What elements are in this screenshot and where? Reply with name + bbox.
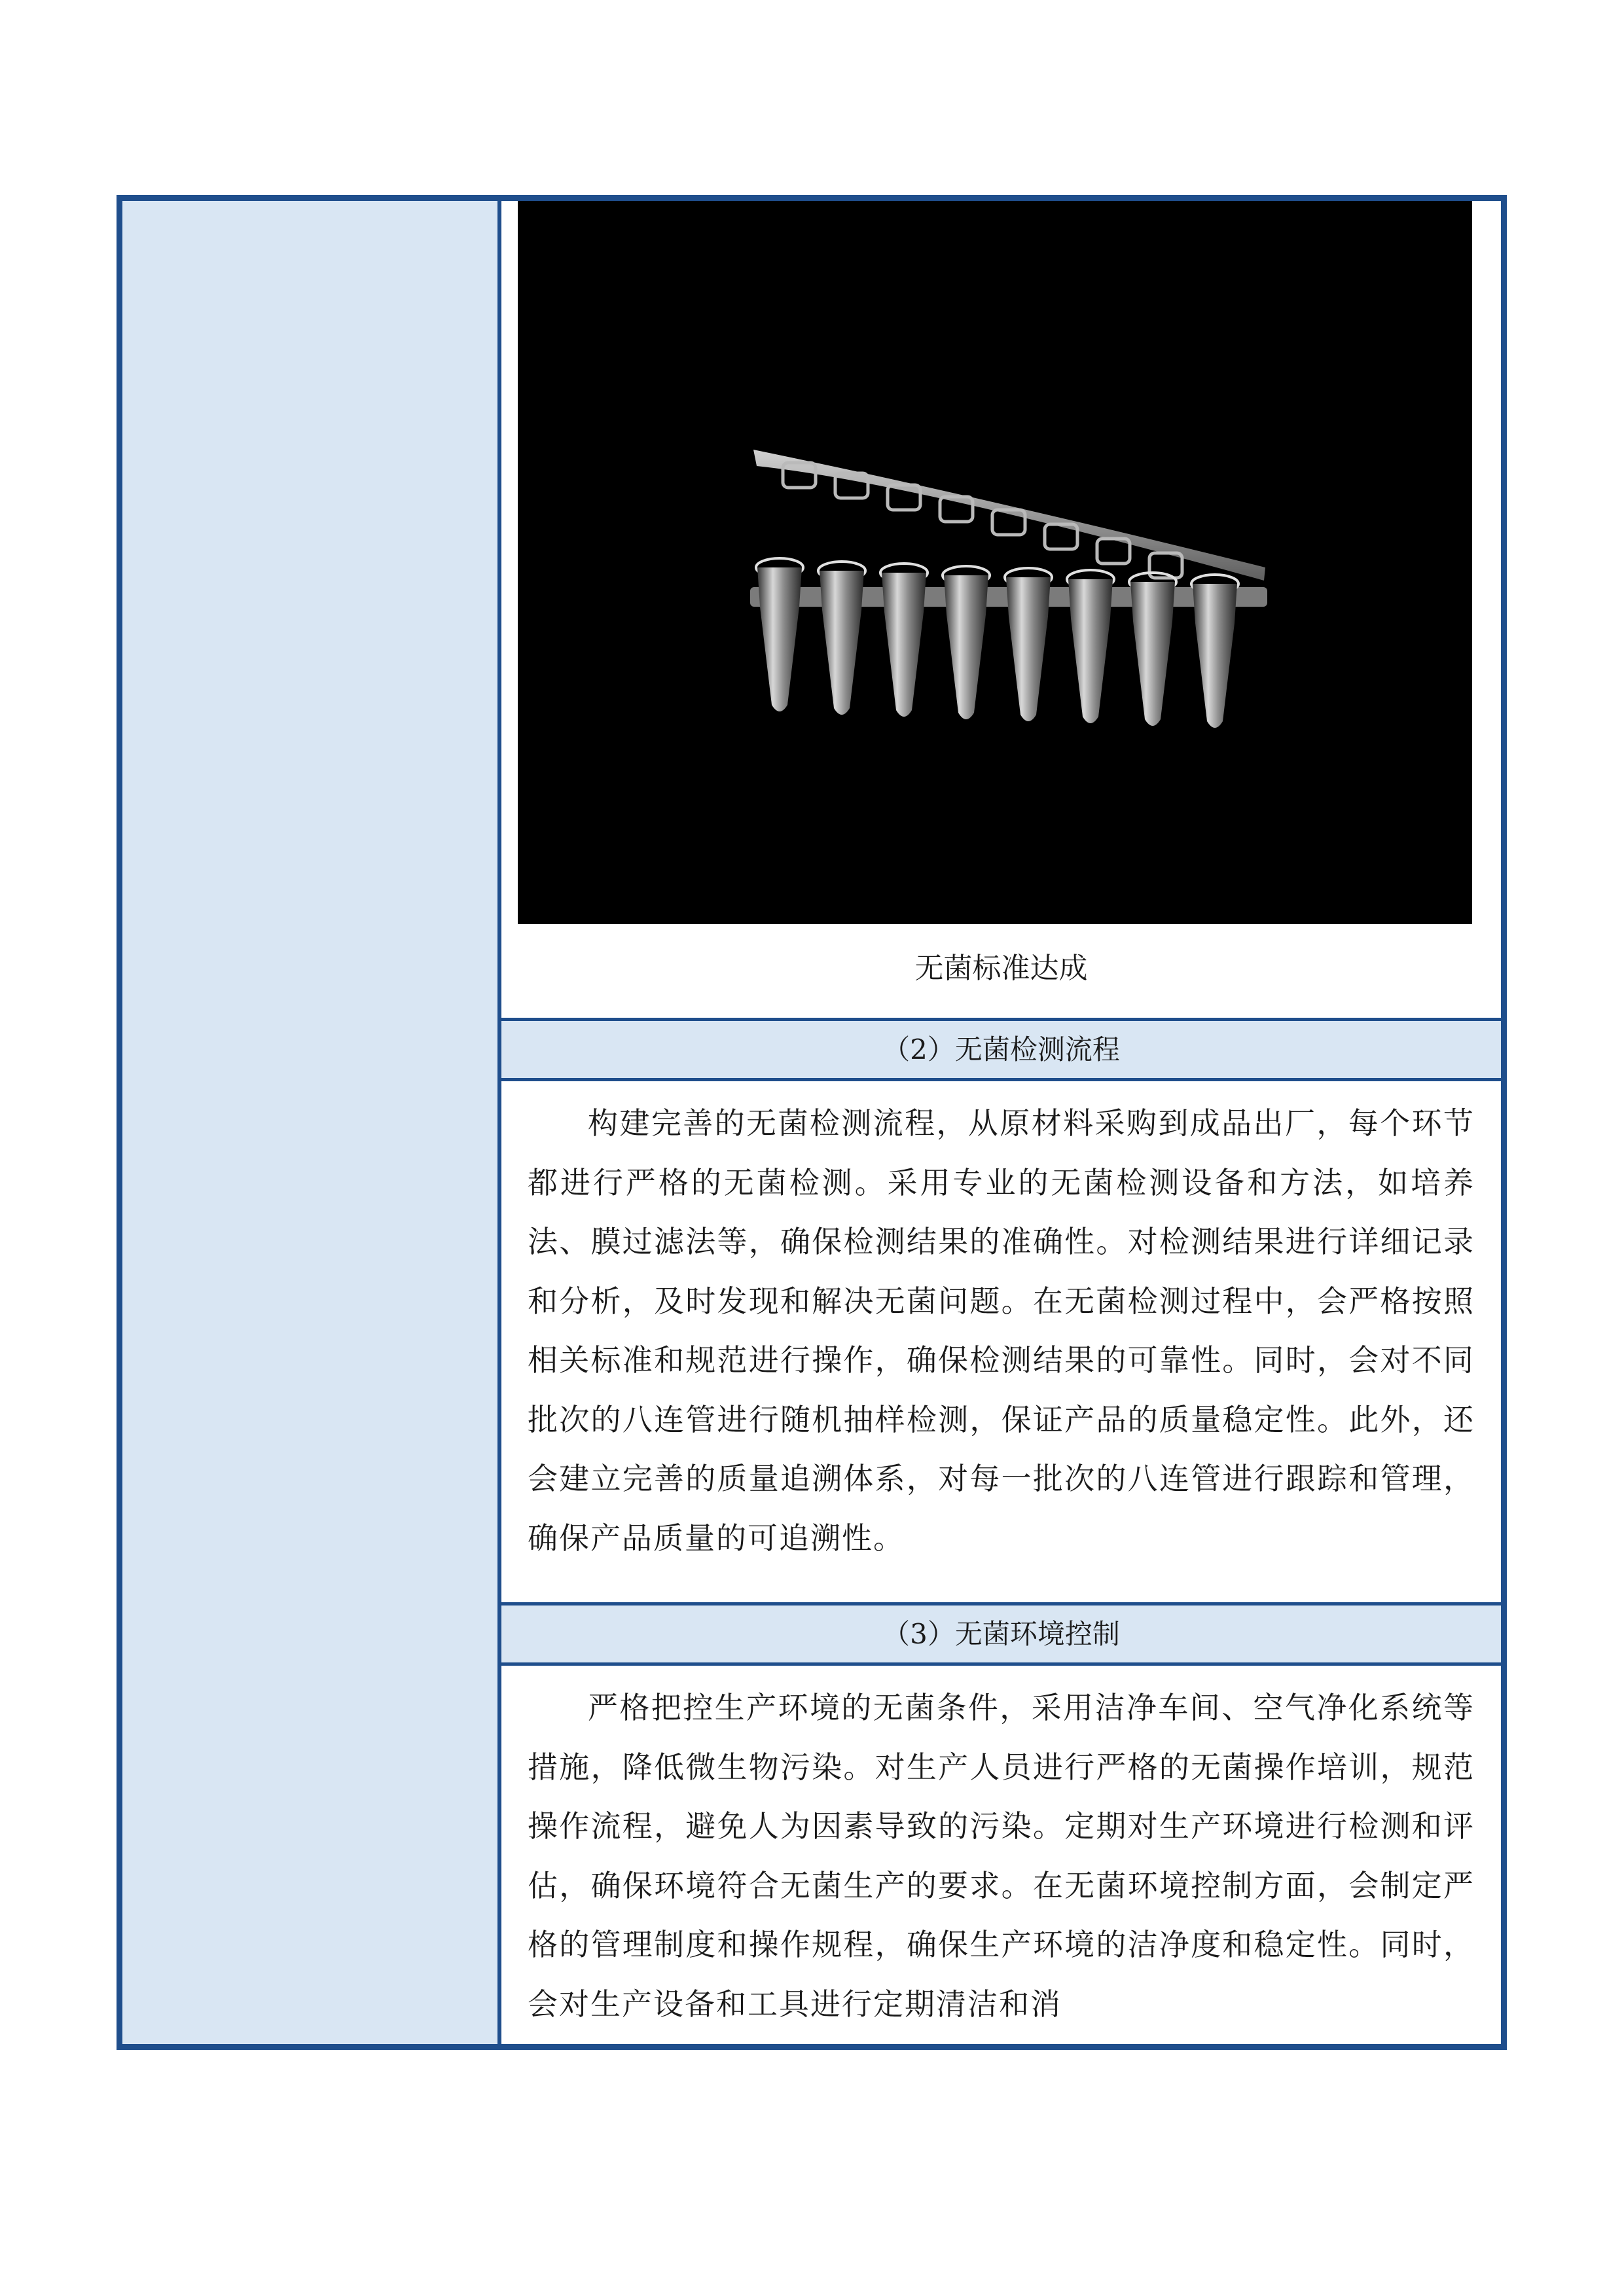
content-table (117, 195, 1507, 2050)
right-content-column (501, 201, 1501, 2044)
section-heading-sterility-testing: （2）无菌检测流程 (501, 1021, 1501, 1081)
section-body-sterility-testing: 构建完善的无菌检测流程，从原材料采购到成品出厂，每个环节都进行严格的无菌检测。采用专业的无菌检测设备和方法，如培养法、膜过滤法等，确保检测结果的准确性。对检测结果进行详细记录和分析，及时发现和解决无菌问题。在无菌检测过程中，会严格按照相关标准和规范进行操作，确保检测结果的可靠性。同时，会对不同批次的八连管进行随机抽样检测，保证产品的质量稳定性。此外，还会建立完善的质量追溯体系，对每一批次的八连管进行跟踪和管理，确保产品质量的可追溯性。 (501, 1081, 1501, 1605)
left-shaded-column (122, 201, 501, 2044)
eight-strip-pcr-tubes-photo (518, 201, 1472, 924)
figure-caption: 无菌标准达成 (914, 952, 1088, 985)
figure-cell (501, 201, 1501, 1021)
section-body-environment-control: 严格把控生产环境的无菌条件，采用洁净车间、空气净化系统等措施，降低微生物污染。对生产人员进行严格的无菌操作培训，规范操作流程，避免人为因素导致的污染。定期对生产环境进行检测和评估，确保环境符合无菌生产的要求。在无菌环境控制方面，会制定严格的管理制度和操作规程，确保生产环境的洁净度和稳定性。同时，会对生产设备和工具进行定期清洁和消 (528, 1690, 1475, 2022)
section-heading-environment-control: （3）无菌环境控制 (501, 1605, 1501, 1666)
